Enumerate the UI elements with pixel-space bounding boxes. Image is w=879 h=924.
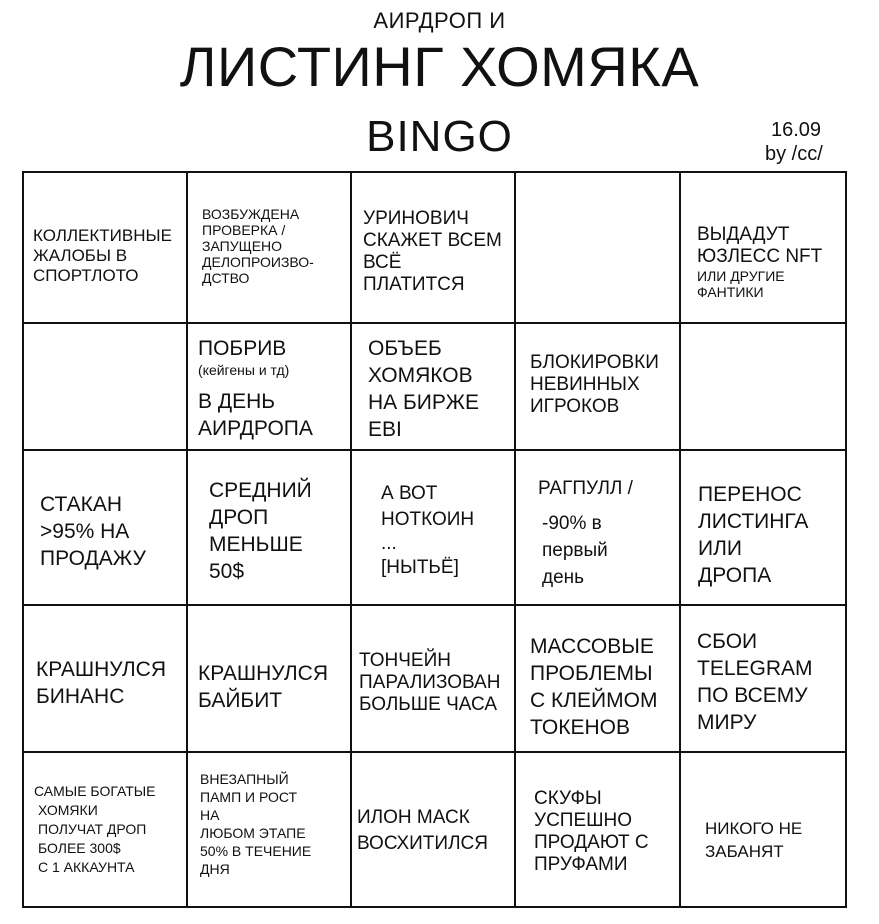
cell-text-line: БИНАНС [36,685,125,708]
cell-text-line: ИЛИ [698,537,742,560]
cell-text-line: УСПЕШНО [534,810,633,831]
cell-text-line: ИГРОКОВ [530,396,620,417]
cell-text-line: А ВОТ [381,483,438,504]
bingo-cell-r4c5[interactable] [697,628,813,736]
cell-text-line: ПЛАТИТСЯ [363,274,465,295]
cell-text-line: ПРУФАМИ [534,854,628,875]
cell-text-line: 50$ [209,560,245,583]
cell-text-line: ПРОБЛЕМЫ [530,662,653,685]
cell-text-line: УРИНОВИЧ [363,208,469,229]
date-author-block [765,118,823,166]
bingo-cell-r2c2[interactable] [198,335,313,442]
cell-text-line: БАЙБИТ [198,689,283,712]
bingo-board [22,171,847,908]
date-label: 16.09 [771,119,822,141]
grid-line [679,171,681,908]
cell-text-line: АИРДРОПА [198,417,313,440]
cell-text-line: НОТКОИН [381,509,475,530]
cell-text-line: ТОКЕНОВ [530,716,630,739]
cell-text-line: КРАШНУЛСЯ [198,662,329,685]
cell-text-line: ЮЗЛЕСС NFT [697,246,823,267]
cell-text-line: ВСЁ [363,252,402,273]
bingo-cell-r4c2[interactable] [198,660,328,714]
bingo-cell-r3c1[interactable] [40,491,146,572]
cell-text-line: EBI [368,418,402,441]
cell-text-line: (кейгены и тд) [198,362,290,378]
title-top-line: АИРДРОП И [373,8,506,33]
cell-text-line: КОЛЛЕКТИВНЫЕ [33,226,172,245]
cell-text-line: ДРОПА [698,564,772,587]
author-label: by /cc/ [765,143,823,165]
cell-text-line: [НЫТЬЁ] [381,557,459,578]
bingo-cell-r2c3[interactable] [368,335,479,443]
cell-text-line: ЗАПУЩЕНО [202,238,283,254]
cell-text-line: ДСТВО [202,270,250,286]
cell-text-line: СКУФЫ [534,788,602,809]
bingo-cell-r1c2[interactable] [202,206,314,286]
cell-text-line: САМЫЕ БОГАТЫЕ [34,783,156,799]
cell-text-line: ОБЪЕБ [368,337,442,360]
cell-text-line: ИЛИ ДРУГИЕ [697,268,785,284]
cell-text-line: ... [381,533,397,554]
bingo-cell-r2c1[interactable] [24,324,186,449]
cell-text-line: НЕВИННЫХ [530,374,640,395]
cell-text-line: ВЫДАДУТ [697,224,790,245]
page-title: ЛИСТИНГ ХОМЯКА [179,35,700,98]
bingo-cell-r2c5[interactable] [681,324,845,449]
bingo-cell-r1c3[interactable] [363,208,502,296]
cell-text-line: МАССОВЫЕ [530,635,654,658]
grid-line [845,171,847,908]
cell-text-line: СПОРТЛОТО [33,266,139,285]
cell-text-line: КРАШНУЛСЯ [36,658,167,681]
bingo-cell-r3c5[interactable] [698,481,808,589]
cell-text-line: СБОИ [697,630,758,653]
grid-line [22,906,847,908]
cell-text-line: НА БИРЖЕ [368,391,480,414]
cell-text-line: СТАКАН [40,493,123,516]
cell-text-line: ПОБРИВ [198,337,287,360]
grid-line [350,171,352,908]
cell-text-line: ИЛОН МАСК [357,807,470,828]
grid-line [22,171,24,908]
cell-text-line: НИКОГО НЕ [705,819,803,838]
cell-text-line: ПАРАЛИЗОВАН [359,672,501,693]
bingo-cell-r4c3[interactable] [359,650,500,716]
cell-text-line: ТОНЧЕЙН [359,650,451,671]
cell-text-line: ФАНТИКИ [697,284,764,300]
cell-text-line: ХОМЯКИ [38,802,98,818]
bingo-cell-r3c2[interactable] [209,477,312,585]
bingo-cell-r5c1[interactable] [34,782,156,877]
cell-text-line: НА [200,807,220,823]
cell-text-line: ПО ВСЕМУ [697,684,808,707]
cell-text-line: ПАМП И РОСТ [200,789,298,805]
bingo-cell-r3c4[interactable] [538,476,633,591]
bingo-cell-r4c4[interactable] [530,633,657,741]
bingo-cell-r2c4[interactable] [530,352,659,418]
bingo-cell-r4c1[interactable] [36,656,166,710]
cell-text-line: ЖАЛОБЫ В [33,246,128,265]
cell-text-line: ВНЕЗАПНЫЙ [200,771,289,787]
cell-text-line: С 1 АККАУНТА [38,859,135,875]
cell-text-line: МИРУ [697,711,757,734]
cell-text-line: -90% в [542,513,602,534]
bingo-cell-r3c3[interactable] [381,481,474,581]
grid-line [22,604,847,606]
cell-text-line: ЗАБАНЯТ [705,842,784,861]
cell-text-line: >95% НА [40,520,130,543]
cell-text-line: ВОСХИТИЛСЯ [357,833,488,854]
grid-line [22,171,847,173]
cell-text-line: ДНЯ [200,861,230,877]
grid-line [22,449,847,451]
bingo-cell-r1c4[interactable] [516,173,679,322]
cell-text-line: СКАЖЕТ ВСЕМ [363,230,502,251]
bingo-cell-r5c5[interactable] [705,817,802,863]
cell-text-line: БЛОКИРОВКИ [530,352,659,373]
grid-line [22,751,847,753]
cell-text-line: ЛИСТИНГА [698,510,809,533]
cell-text-line: ПРОВЕРКА / [202,222,286,238]
cell-text-line: ПРОДАЮТ С [534,832,649,853]
cell-text-line: 50% В ТЕЧЕНИЕ [200,843,312,859]
cell-text-line: ДЕЛОПРОИЗВО- [202,254,314,270]
cell-text-line: ДРОП [209,506,269,529]
cell-text-line: БОЛЬШЕ ЧАСА [359,694,498,715]
cell-text-line: ПЕРЕНОС [698,483,802,506]
cell-text-line: С КЛЕЙМОМ [530,689,658,712]
cell-text-line: TELEGRAM [697,657,813,680]
cell-text-line: МЕНЬШЕ [209,533,303,556]
bingo-cell-r1c5[interactable] [697,224,822,300]
cell-text-line: ХОМЯКОВ [368,364,473,387]
cell-text-line: ВОЗБУЖДЕНА [202,206,300,222]
bingo-cell-r1c1[interactable] [33,226,172,286]
bingo-cell-r5c4[interactable] [534,788,649,876]
cell-text-line: первый [542,540,608,561]
bingo-cell-r5c3[interactable] [357,805,488,857]
cell-text-line: ЛЮБОМ ЭТАПЕ [200,825,306,841]
cell-text-line: СРЕДНИЙ [209,479,312,502]
grid-line [186,171,188,908]
cell-text-line: БОЛЕЕ 300$ [38,840,121,856]
bingo-heading: BINGO [366,112,513,161]
cell-text-line: В ДЕНЬ [198,390,276,413]
cell-text-line: РАГПУЛЛ / [538,478,633,499]
bingo-cell-r5c2[interactable] [200,770,311,878]
cell-text-line: ПРОДАЖУ [40,547,146,570]
cell-text-line: день [542,567,585,588]
cell-text-line: ПОЛУЧАТ ДРОП [38,821,147,837]
